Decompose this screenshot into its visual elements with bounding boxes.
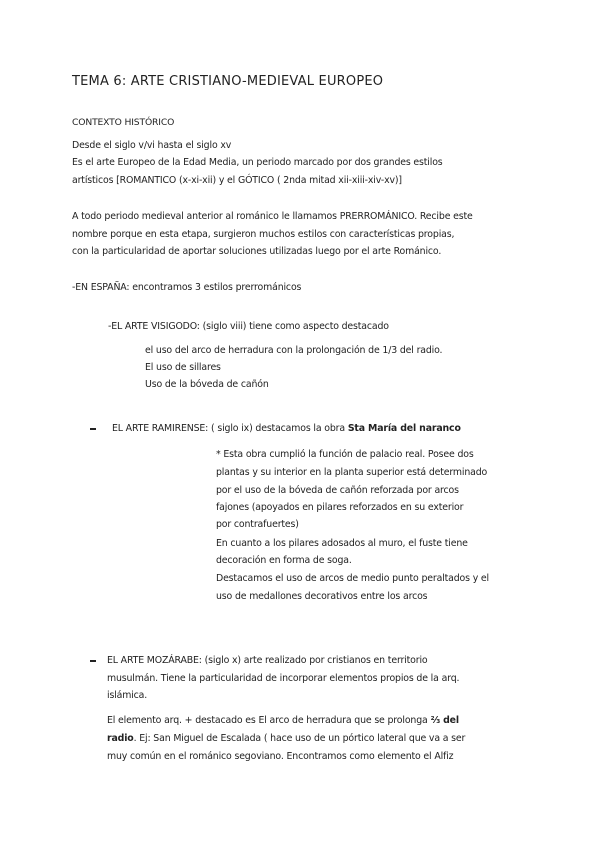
context-heading: CONTEXTO HISTÓRICO (72, 117, 175, 128)
visigodo-heading: -EL ARTE VISIGODO: (siglo viii) tiene como aspecto destacado (108, 321, 389, 332)
ramirense-note-9: uso de medallones decorativos entre los arcos (216, 591, 428, 602)
prerromanico-line-3: con la particularidad de aportar soluciones utilizadas luego por el arte Románico. (72, 246, 442, 257)
ramirense-note-2: plantas y su interior en la planta superior está determinado (216, 467, 488, 478)
ramirense-heading (112, 423, 461, 434)
ramirense-note-7: decoración en forma de soga. (216, 555, 352, 566)
document-title: TEMA 6: ARTE CRISTIANO-MEDIEVAL EUROPEO (72, 74, 384, 89)
intro-line-3: artísticos [ROMANTICO (x-xi-xii) y el GÓTICO ( 2nda mitad xii-xiii-xiv-xv)] (72, 175, 402, 186)
ramirense-note-1: * Esta obra cumplió la función de palacio real. Posee dos (216, 449, 474, 460)
ramirense-note-6: En cuanto a los pilares adosados al muro, el fuste tiene (216, 538, 468, 549)
mozarabe-line-2: musulmán. Tiene la particularidad de incorporar elementos propios de la arq. (107, 673, 460, 684)
mozarabe-element-line-1 (107, 715, 459, 726)
mozarabe-element-text-1: El elemento arq. + destacado es El arco de herradura que se prolonga (107, 715, 431, 726)
mozarabe-element-line-2 (107, 733, 465, 744)
intro-line-2: Es el arte Europeo de la Edad Media, un periodo marcado por dos grandes estilos (72, 157, 443, 168)
bullet-dash-ramirense (90, 428, 96, 430)
mozarabe-element-bold-2: radio (107, 733, 134, 744)
ramirense-note-5: por contrafuertes) (216, 519, 299, 530)
ramirense-highlight: Sta María del naranco (347, 423, 461, 434)
visigodo-item-2: El uso de sillares (145, 362, 221, 373)
prerromanico-line-2: nombre porque en esta etapa, surgieron muchos estilos con características propias, (72, 229, 455, 240)
mozarabe-element-text-2: . Ej: San Miguel de Escalada ( hace uso de un pórtico lateral que va a ser (133, 733, 466, 744)
bullet-dash-mozarabe (90, 660, 96, 662)
mozarabe-line-3: islámica. (107, 690, 148, 701)
ramirense-note-8: Destacamos el uso de arcos de medio punto peraltados y el (216, 573, 490, 584)
mozarabe-element-bold-1: ⅔ del (430, 715, 459, 726)
espana-line: -EN ESPAÑA: encontramos 3 estilos prerrománicos (72, 282, 302, 293)
visigodo-item-3: Uso de la bóveda de cañón (145, 379, 269, 390)
ramirense-heading-text: EL ARTE RAMIRENSE: ( siglo ix) destacamos la obra (112, 423, 348, 434)
ramirense-note-4: fajones (apoyados en pilares reforzados en su exterior (216, 502, 464, 513)
mozarabe-line-1: EL ARTE MOZÁRABE: (siglo x) arte realizado por cristianos en territorio (107, 655, 428, 666)
mozarabe-element-line-3: muy común en el románico segoviano. Encontramos como elemento el Alfiz (107, 751, 454, 762)
prerromanico-line-1: A todo periodo medieval anterior al románico le llamamos PRERROMÁNICO. Recibe este (72, 211, 473, 222)
visigodo-item-1: el uso del arco de herradura con la prolongación de 1/3 del radio. (145, 345, 443, 356)
ramirense-note-3: por el uso de la bóveda de cañón reforzada por arcos (216, 485, 459, 496)
intro-line-1: Desde el siglo v/vi hasta el siglo xv (72, 140, 232, 151)
